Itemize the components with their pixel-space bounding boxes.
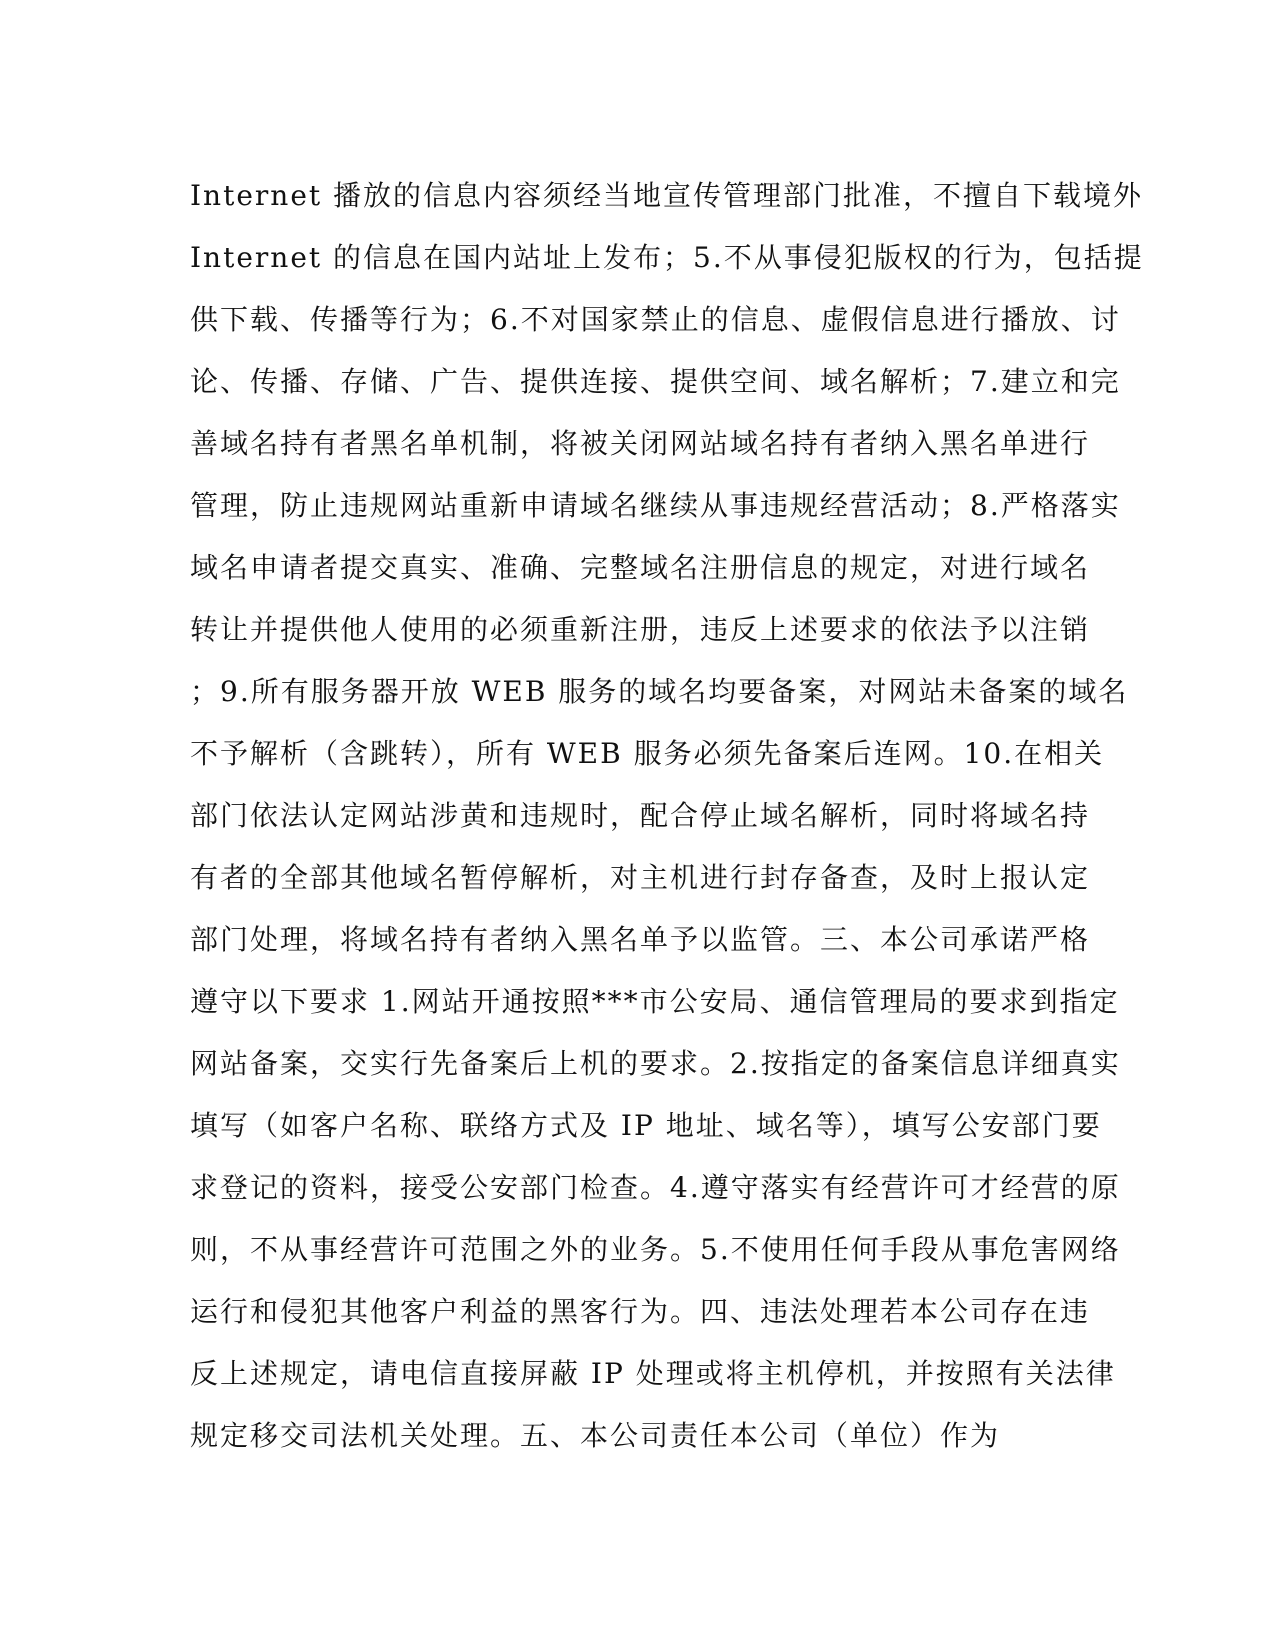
text-line: 不予解析（含跳转），所有 WEB 服务必须先备案后连网。10.在相关: [190, 737, 1105, 770]
text-line: 遵守以下要求 1.网站开通按照***市公安局、通信管理局的要求到指定: [190, 985, 1120, 1018]
text-line: 供下载、传播等行为；6.不对国家禁止的信息、虚假信息进行播放、讨: [190, 303, 1121, 336]
text-line: 则，不从事经营许可范围之外的业务。5.不使用任何手段从事危害网络: [190, 1233, 1121, 1266]
text-line: 求登记的资料，接受公安部门检查。4.遵守落实有经营许可才经营的原: [190, 1171, 1121, 1204]
text-line: 部门依法认定网站涉黄和违规时，配合停止域名解析，同时将域名持: [190, 799, 1091, 832]
text-line: 转让并提供他人使用的必须重新注册，违反上述要求的依法予以注销: [190, 613, 1091, 646]
text-line: 域名申请者提交真实、准确、完整域名注册信息的规定，对进行域名: [190, 551, 1091, 584]
text-line: 规定移交司法机关处理。五、本公司责任本公司（单位）作为: [190, 1419, 1001, 1452]
text-line: 反上述规定，请电信直接屏蔽 IP 处理或将主机停机，并按照有关法律: [190, 1357, 1116, 1390]
text-line: 有者的全部其他域名暂停解析，对主机进行封存备查，及时上报认定: [190, 861, 1091, 894]
text-line: 网站备案，交实行先备案后上机的要求。2.按指定的备案信息详细真实: [190, 1047, 1121, 1080]
text-line: 善域名持有者黑名单机制，将被关闭网站域名持有者纳入黑名单进行: [190, 427, 1091, 460]
text-line: Internet 播放的信息内容须经当地宣传管理部门批准，不擅自下载境外: [190, 179, 1144, 212]
text-line: Internet 的信息在国内站址上发布；5.不从事侵犯版权的行为，包括提: [190, 241, 1144, 274]
text-line: 管理，防止违规网站重新申请域名继续从事违规经营活动；8.严格落实: [190, 489, 1121, 522]
text-line: ；9.所有服务器开放 WEB 服务的域名均要备案，对网站未备案的域名: [190, 675, 1129, 708]
text-line: 运行和侵犯其他客户利益的黑客行为。四、违法处理若本公司存在违: [190, 1295, 1091, 1328]
text-line: 部门处理，将域名持有者纳入黑名单予以监管。三、本公司承诺严格: [190, 923, 1091, 956]
text-line: 填写（如客户名称、联络方式及 IP 地址、域名等），填写公安部门要: [190, 1109, 1102, 1142]
body-text: [190, 165, 1144, 1467]
text-line: 论、传播、存储、广告、提供连接、提供空间、域名解析；7.建立和完: [190, 365, 1121, 398]
